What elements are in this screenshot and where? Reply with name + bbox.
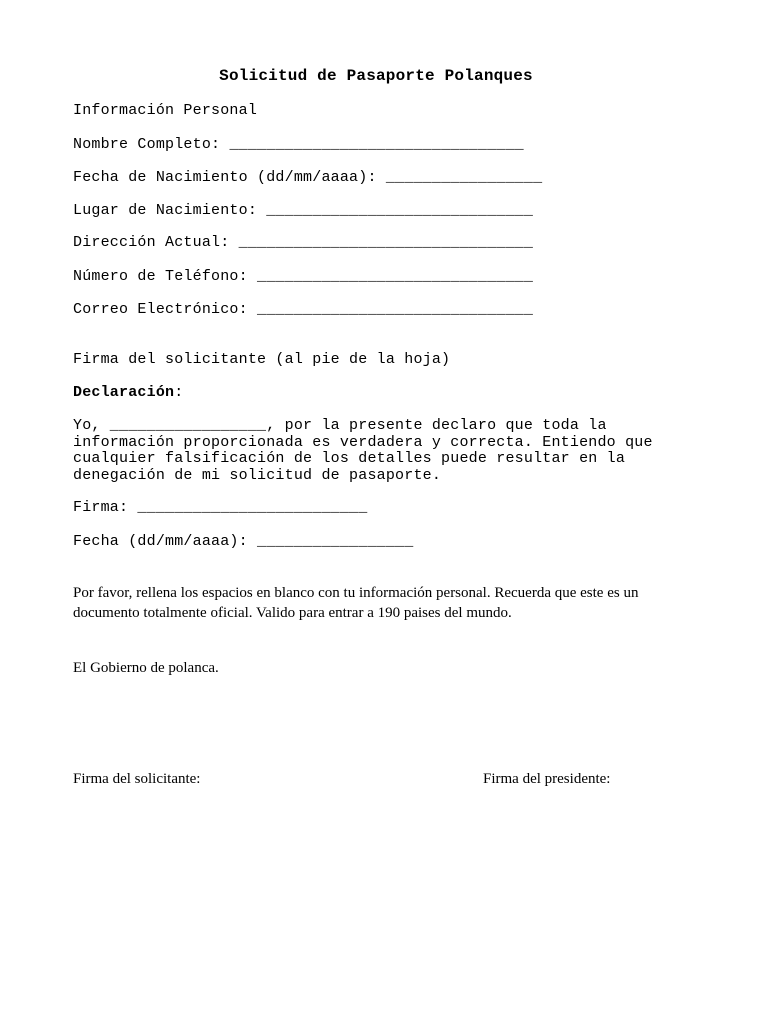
instructions-paragraph: Por favor, rellena los espacios en blanco con tu información personal. Recuerda que este es un documento totalmente oficial. Valido para entrar a 190 paises del mundo. xyxy=(73,585,639,621)
field-address xyxy=(73,234,533,252)
field-phone xyxy=(73,268,533,286)
field-blank: _________________ xyxy=(385,169,543,186)
field-blank: _________________ xyxy=(257,533,414,550)
field-label: Lugar de Nacimiento: xyxy=(73,202,258,219)
field-birth-place xyxy=(73,202,533,220)
field-blank: ________________________________ xyxy=(238,234,534,251)
field-label: Dirección Actual: xyxy=(73,234,230,251)
field-full-name xyxy=(73,136,524,154)
field-label: Número de Teléfono: xyxy=(73,268,248,285)
section-personal-info: Información Personal xyxy=(73,102,258,119)
field-label: Correo Electrónico: xyxy=(73,301,248,318)
signature-president-label: Firma del presidente: xyxy=(483,771,611,787)
field-blank: ________________________________ xyxy=(229,136,524,153)
declaration-heading-text: Declaración xyxy=(73,384,175,401)
applicant-signature-note: Firma del solicitante (al pie de la hoja) xyxy=(73,351,451,368)
document-title: Solicitud de Pasaporte Polanques xyxy=(219,67,533,85)
field-blank: _________________________ xyxy=(137,499,368,516)
declaration-text: Yo, _________________, por la presente declaro que toda la información proporcionada es verdadera y correcta. Entiendo que cualquier falsificación de los detalles puede resultar en la denegación de mi solicitud de pasaporte. xyxy=(73,417,653,484)
field-label: Firma: xyxy=(73,499,129,516)
field-email xyxy=(73,301,533,319)
field-blank: ______________________________ xyxy=(257,301,534,318)
field-blank: ______________________________ xyxy=(257,268,534,285)
field-signature xyxy=(73,499,367,517)
field-date xyxy=(73,533,413,551)
declaration-heading-colon: : xyxy=(174,384,184,401)
issuer-line: El Gobierno de polanca. xyxy=(73,660,219,676)
declaration-heading xyxy=(73,384,183,402)
field-birth-date xyxy=(73,169,542,187)
signature-applicant-label: Firma del solicitante: xyxy=(73,771,201,787)
field-blank: _____________________________ xyxy=(266,202,534,219)
field-label: Fecha (dd/mm/aaaa): xyxy=(73,533,248,550)
field-label: Fecha de Nacimiento (dd/mm/aaaa): xyxy=(73,169,377,186)
field-label: Nombre Completo: xyxy=(73,136,221,153)
